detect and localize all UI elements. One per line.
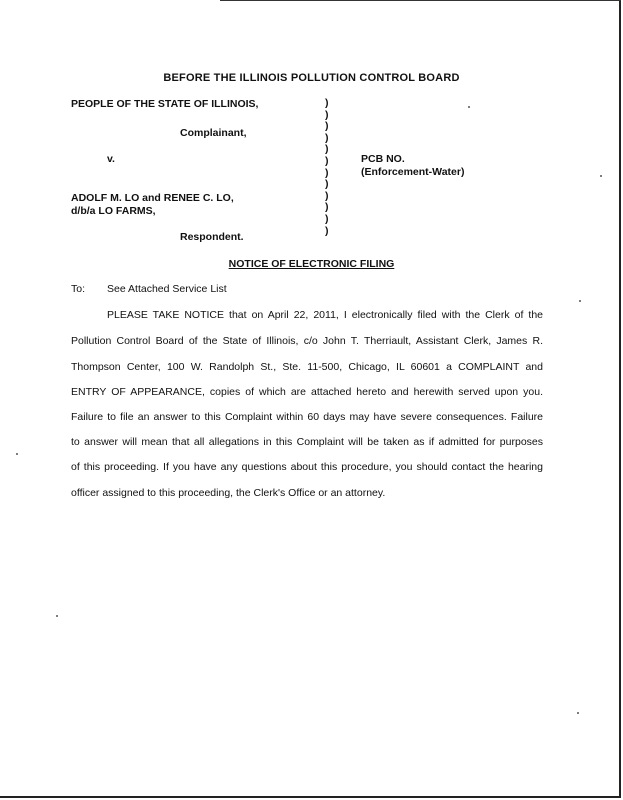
caption-paren: ) [325, 97, 329, 109]
caption-paren: ) [325, 189, 329, 202]
notice-heading: NOTICE OF ELECTRONIC FILING [228, 258, 395, 270]
complainant-party: PEOPLE OF THE STATE OF ILLINOIS, [71, 98, 259, 110]
notice-body-line: ENTRY OF APPEARANCE, copies of which are attached hereto and herewith served upon you. [71, 386, 543, 398]
caption-paren: ) [325, 154, 329, 167]
caption-paren: ) [325, 131, 329, 144]
notice-body-line: to answer will mean that all allegations in this Complaint will be taken as if admitted for purposes [71, 436, 543, 448]
caption-paren-column [325, 98, 329, 237]
to-label: To: [71, 283, 86, 295]
respondent-party-line1: ADOLF M. LO and RENEE C. LO, [71, 192, 234, 204]
notice-body-line: PLEASE TAKE NOTICE that on April 22, 2011, I electronically filed with the Clerk of the [107, 309, 543, 321]
caption-paren: ) [325, 120, 329, 133]
notice-body-line: Failure to file an answer to this Complaint within 60 days may have severe consequences. Failure [71, 411, 543, 423]
versus-label: v. [107, 153, 115, 165]
scan-speck [16, 453, 18, 455]
caption-paren: ) [325, 178, 329, 191]
notice-body-line: officer assigned to this proceeding, the Clerk's Office or an attorney. [71, 487, 386, 499]
respondent-party-line2: d/b/a LO FARMS, [71, 205, 156, 217]
scan-speck [468, 106, 470, 108]
scan-speck [579, 300, 581, 302]
scan-speck [600, 175, 602, 177]
case-number: PCB NO. [361, 153, 405, 165]
notice-body-line: of this proceeding. If you have any questions about this procedure, you should contact the hearing [71, 461, 543, 473]
scan-speck [577, 712, 579, 714]
caption-paren: ) [325, 108, 329, 121]
notice-body-line: Pollution Control Board of the State of Illinois, c/o John T. Therriault, Assistant Clerk, James R. [71, 335, 543, 347]
complainant-role: Complainant, [180, 127, 247, 139]
caption-paren: ) [325, 166, 329, 179]
to-recipient: See Attached Service List [107, 283, 227, 295]
caption-paren: ) [325, 201, 329, 214]
case-type: (Enforcement-Water) [361, 166, 465, 178]
top-border-line [220, 0, 621, 1]
notice-body-line: Thompson Center, 100 W. Randolph St., Ste. 11-500, Chicago, IL 60601 a COMPLAINT and [71, 361, 543, 373]
respondent-role: Respondent. [180, 231, 244, 243]
caption-paren: ) [325, 212, 329, 225]
board-title: BEFORE THE ILLINOIS POLLUTION CONTROL BOARD [163, 72, 460, 84]
caption-paren: ) [325, 143, 329, 156]
scan-speck [56, 615, 58, 617]
caption-paren: ) [325, 224, 329, 237]
